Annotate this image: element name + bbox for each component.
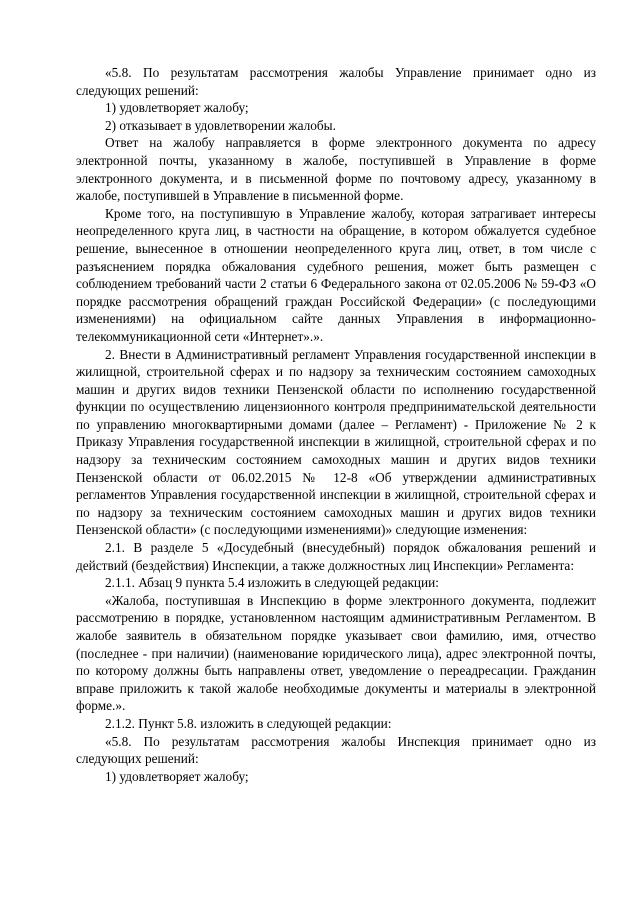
paragraph: 2.1.1. Абзац 9 пункта 5.4 изложить в следующей редакции: bbox=[105, 575, 439, 591]
list-item: 1) удовлетворяет жалобу; bbox=[105, 100, 249, 116]
paragraph: Ответ на жалобу направляется в форме электронного документа по адресу электронной почты, указанному в жалобе, поступившей в Управление в форме электронного документа, и в письменной форме по почтовому адресу, указанному в жалобе, поступившей в Управление в письменной форме. bbox=[76, 135, 596, 204]
paragraph: Кроме того, на поступившую в Управление жалобу, которая затрагивает интересы неопределенного круга лиц, в частности на обращение, в котором обжалуется судебное решение, вынесенное в отношении неопределенного круга лиц, ответ, в том числе с разъяснением порядка обжалования судебного решения, может быть размещен с соблюдением требований части 2 статьи 6 Федерального закона от 02.05.2006 № 59-ФЗ «О порядке рассмотрения обращений граждан Российской Федерации» (с последующими изменениями) на официальном сайте данных Управления в информационно-телекоммуникационной сети «Интернет».». bbox=[76, 205, 596, 344]
paragraph: 2.1. В разделе 5 «Досудебный (внесудебный) порядок обжалования решений и действий (бездействия) Инспекции, а также должностных лиц Инспекции» Регламента: bbox=[76, 540, 596, 573]
paragraph: «Жалоба, поступившая в Инспекцию в форме электронного документа, подлежит рассмотрению в порядке, установленном настоящим административным Регламентом. В жалобе заявитель в обязательном порядке указывает свои фамилию, имя, отчество (последнее - при наличии) (наименование юридического лица), адрес электронной почты, по которому должны быть направлены ответ, уведомление о переадресации. Гражданин вправе приложить к такой жалобе необходимые документы и материалы в электронной форме.». bbox=[76, 592, 596, 714]
list-item: 1) удовлетворяет жалобу; bbox=[105, 768, 249, 784]
paragraph: «5.8. По результатам рассмотрения жалобы Управление принимает одно из следующих решений: bbox=[76, 65, 596, 98]
list-item: 2) отказывает в удовлетворении жалобы. bbox=[105, 117, 336, 133]
paragraph: 2. Внести в Административный регламент Управления государственной инспекции в жилищной, строительной сферах и по надзору за техническим состоянием самоходных машин и других видов техники Пензенской области по исполнению государственной функции по осуществлению лицензионного контроля предпринимательской деятельности по управлению многоквартирными домами (далее – Регламент) - Приложение № 2 к Приказу Управления государственной инспекции в жилищной, строительной сферах и по надзору за техническим состоянием самоходных машин и других видов техники Пензенской области от 06.02.2015 № 12-8 «Об утверждении административных регламентов Управления государственной инспекции в жилищной, строительной сферах и по надзору за техническим состоянием самоходных машин и других видов техники Пензенской области» (с последующими изменениями)» следующие изменения: bbox=[76, 346, 596, 538]
paragraph: 2.1.2. Пункт 5.8. изложить в следующей редакции: bbox=[105, 715, 392, 731]
paragraph: «5.8. По результатам рассмотрения жалобы Инспекция принимает одно из следующих решений: bbox=[76, 733, 596, 767]
document-body bbox=[76, 64, 596, 785]
